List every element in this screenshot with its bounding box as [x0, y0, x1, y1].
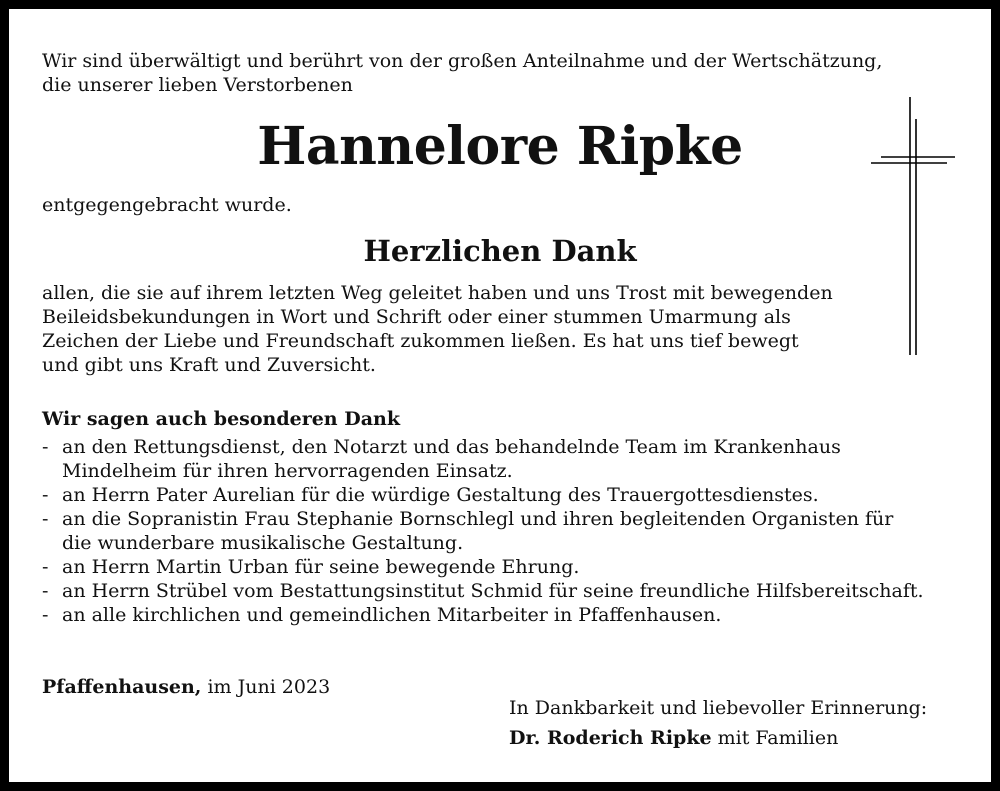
list-item-text: an Herrn Pater Aurelian für die würdige Gestaltung des Trauergottesdienstes.: [62, 484, 819, 506]
place-date: [42, 675, 330, 699]
place-name: Pfaffenhausen,: [42, 676, 202, 698]
special-thanks-heading: Wir sagen auch besonderen Dank: [42, 408, 401, 430]
after-name-text: entgegengebracht wurde.: [42, 194, 292, 216]
list-dash: -: [42, 580, 49, 602]
list-dash: -: [42, 508, 49, 530]
list-dash: -: [42, 484, 49, 506]
list-dash: -: [42, 604, 49, 626]
list-item: [42, 507, 924, 555]
list-dash: -: [42, 556, 49, 578]
list-item-text: an den Rettungsdienst, den Notarzt und das behandelnde Team im Krankenhaus Mindelheim für ihren hervorragenden Einsatz.: [62, 436, 841, 482]
signature: [509, 726, 838, 750]
list-item-text: an Herrn Strübel vom Bestattungsinstitut Schmid für seine freundliche Hilfsbereitschaft.: [62, 580, 924, 602]
list-item: [42, 483, 924, 507]
thanks-heading: Herzlichen Dank: [363, 234, 637, 268]
signer-name: Dr. Roderich Ripke: [509, 727, 712, 749]
intro-text: Wir sind überwältigt und berührt von der großen Anteilnahme und der Wertschätzung, die unserer lieben Verstorbenen: [42, 50, 883, 96]
closing-line: In Dankbarkeit und liebevoller Erinnerung:: [509, 697, 928, 719]
special-thanks-list: [42, 435, 924, 627]
list-item: [42, 435, 924, 483]
list-item: [42, 603, 924, 627]
list-item-text: an die Sopranistin Frau Stephanie Bornschlegl und ihren begleitenden Organisten für die wunderbare musikalische Gestaltung.: [62, 508, 894, 554]
thanks-paragraph: allen, die sie auf ihrem letzten Weg geleitet haben und uns Trost mit bewegenden Beileidsbekundungen in Wort und Schrift oder einer stummen Umarmung als Zeichen der Liebe und Freundschaft zukommen ließen. Es hat uns tief bewegt und gibt uns Kraft und Zuversicht.: [42, 282, 833, 376]
cross-icon: [871, 97, 955, 355]
deceased-name: Hannelore Ripke: [257, 116, 743, 177]
date-text: im Juni 2023: [207, 676, 331, 698]
list-dash: -: [42, 436, 49, 458]
signer-suffix: mit Familien: [717, 727, 839, 749]
list-item-text: an alle kirchlichen und gemeindlichen Mitarbeiter in Pfaffenhausen.: [62, 604, 722, 626]
list-item: [42, 555, 924, 579]
list-item-text: an Herrn Martin Urban für seine bewegende Ehrung.: [62, 556, 580, 578]
list-item: [42, 579, 924, 603]
